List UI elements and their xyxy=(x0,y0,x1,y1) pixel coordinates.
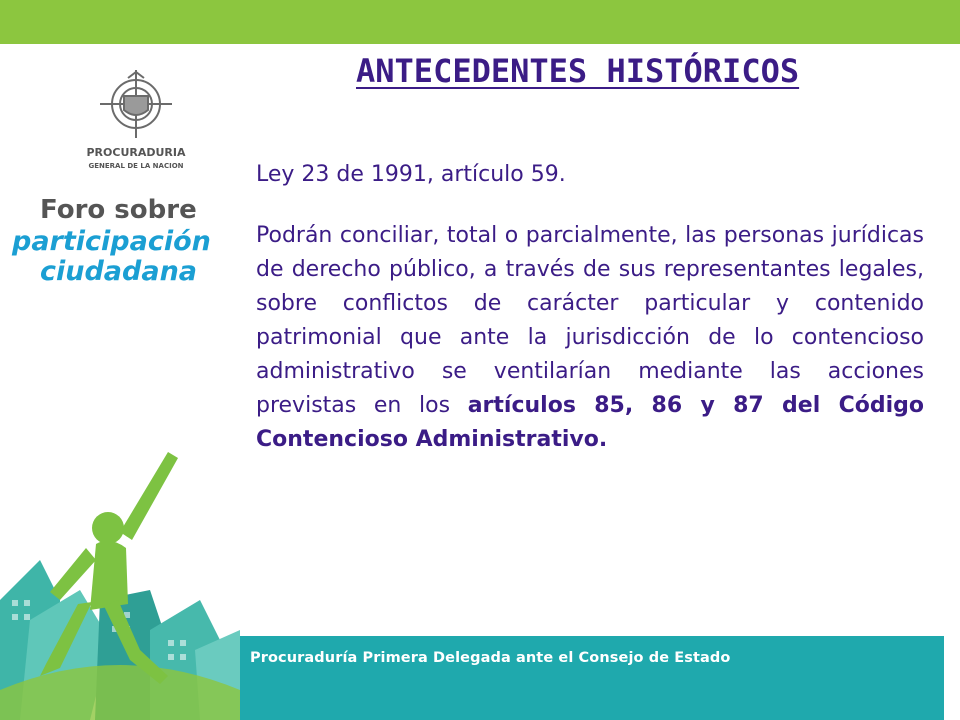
slide-body xyxy=(256,162,924,457)
slide-title: ANTECEDENTES HISTÓRICOS xyxy=(356,52,800,90)
footer-text: Procuraduría Primera Delegada ante el Consejo de Estado xyxy=(250,650,731,666)
law-paragraph xyxy=(256,219,924,457)
national-seal-icon xyxy=(100,70,172,138)
org-name-line1: PROCURADURIA xyxy=(86,146,186,159)
law-paragraph-text: Podrán conciliar, total o parcialmente, las personas jurídicas de derecho público, a través de sus representantes legales, sobre conflictos de carácter particular y contenido patrimonial que ante la jurisdicción de lo contencioso administrativo se ventilarían mediante las acciones previstas en los xyxy=(256,223,924,418)
forum-title-line1: Foro sobre xyxy=(40,195,197,225)
law-paragraph-highlight: artículos 85, 86 y 87 del Código Contencioso Administrativo. xyxy=(256,393,924,452)
footer-band xyxy=(240,636,944,720)
forum-title-line2: participación xyxy=(12,226,211,257)
top-accent-bar xyxy=(0,0,960,44)
forum-title-line3: ciudadana xyxy=(40,256,198,287)
law-reference: Ley 23 de 1991, artículo 59. xyxy=(256,162,566,187)
sidebar-branding xyxy=(0,44,240,720)
org-name-line2: GENERAL DE LA NACION xyxy=(88,162,184,170)
